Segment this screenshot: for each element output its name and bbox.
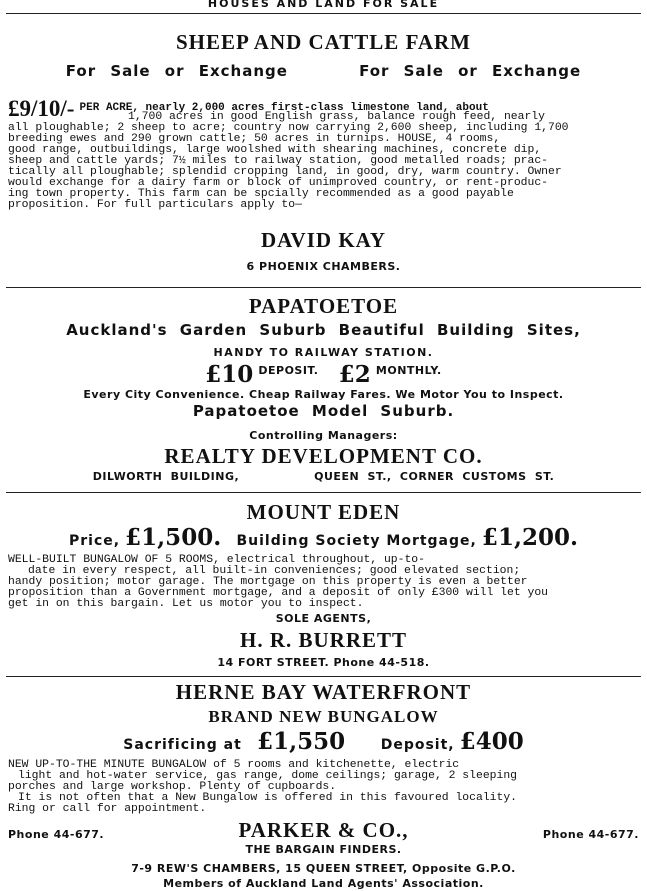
ad4-deposit: £400 bbox=[459, 728, 524, 755]
ad1-body-line: tically all ploughable; splendid cropping land, in good, dry, warm country. Owner bbox=[8, 166, 562, 178]
ad1-body-first: PER ACRE, nearly 2,000 acres first-class limestone land, about bbox=[79, 102, 489, 114]
ad2-managers-label: Controlling Managers: bbox=[249, 429, 398, 442]
ad1-body-line: proposition. For full particulars apply to— bbox=[8, 199, 302, 211]
ad4-price: £1,550 bbox=[257, 728, 346, 755]
ad4-agent: PARKER & CO., bbox=[238, 818, 409, 842]
ad1-banner-right: For Sale or Exchange bbox=[359, 62, 582, 80]
divider bbox=[6, 13, 641, 14]
ad3-sole-agents: SOLE AGENTS, bbox=[275, 612, 372, 625]
ad1-banner bbox=[0, 62, 647, 80]
ad4-phone-left: Phone 44-677. bbox=[8, 828, 105, 841]
ad1-agent: DAVID KAY bbox=[260, 228, 387, 252]
ad3-body-line: proposition than a Government mortgage, and a deposit of only £300 will let you bbox=[8, 587, 549, 599]
ad4-phone-right: Phone 44-677. bbox=[542, 828, 639, 841]
ad1-price: £9/10/- bbox=[8, 96, 75, 121]
ad2-monthly-label: MONTHLY. bbox=[375, 364, 442, 377]
ad1-body-line: ing town property. This farm can be spcially recommended as a good payable bbox=[8, 188, 514, 200]
ad4-subtitle: BRAND NEW BUNGALOW bbox=[208, 707, 439, 726]
ad2-subtitle: Auckland's Garden Suburb Beautiful Building Sites, bbox=[66, 321, 581, 339]
ad1-title: SHEEP AND CATTLE FARM bbox=[175, 30, 471, 54]
ad1-body-line: breeding ewes and 290 grown cattle; 50 acres in turnips. HOUSE, 4 rooms, bbox=[8, 133, 501, 145]
ad3-title: MOUNT EDEN bbox=[246, 500, 401, 524]
ad1-banner-left: For Sale or Exchange bbox=[65, 62, 288, 80]
ad1-body-line: 1,700 acres in good English grass, balance rough feed, nearly bbox=[128, 111, 545, 123]
ad4-body-line: Ring or call for appointment. bbox=[8, 803, 207, 815]
ad4-body bbox=[8, 760, 639, 815]
section-header: HOUSES AND LAND FOR SALE bbox=[207, 0, 440, 10]
ad4-body-line: NEW UP-TO-THE MINUTE BUNGALOW of 5 rooms and kitchenette, electric bbox=[8, 759, 460, 771]
divider bbox=[6, 287, 641, 288]
ad2-terms bbox=[0, 361, 647, 388]
divider bbox=[6, 676, 641, 677]
ad2-address-left: DILWORTH BUILDING, bbox=[92, 470, 240, 483]
ad2-deposit-price: £10 bbox=[205, 361, 254, 388]
ad4-body-line: porches and large workshop. Plenty of cupboards. bbox=[8, 781, 337, 793]
ad3-price-label: Price, bbox=[69, 533, 121, 549]
ad3-body-line: get in on this bargain. Let us motor you to inspect. bbox=[8, 598, 364, 610]
divider bbox=[6, 492, 641, 493]
ad3-body-line: WELL-BUILT BUNGALOW OF 5 ROOMS, electrical throughout, up-to- bbox=[8, 554, 425, 566]
ad2-agent: REALTY DEVELOPMENT CO. bbox=[164, 444, 483, 468]
ad4-address: 7-9 REW'S CHAMBERS, 15 QUEEN STREET, Opposite G.P.O. bbox=[131, 862, 516, 875]
ad4-body-line: light and hot-water service, gas range, dome ceilings; garage, 2 sleeping bbox=[18, 770, 517, 782]
ad4-deposit-label: Deposit, bbox=[380, 737, 455, 753]
ad2-handy: HANDY TO RAILWAY STATION. bbox=[213, 346, 434, 359]
ad4-body-line: It is not often that a New Bungalow is offered in this favoured locality. bbox=[18, 792, 517, 804]
ad2-title: PAPATOETOE bbox=[248, 294, 399, 318]
ad3-mortgage: £1,200. bbox=[481, 524, 578, 551]
ad2-address-right: QUEEN ST., CORNER CUSTOMS ST. bbox=[314, 470, 555, 483]
ad3-body-line: date in every respect, all built-in conveniences; good elevated section; bbox=[28, 565, 521, 577]
ad3-body bbox=[8, 555, 639, 610]
ad1-body-line: would exchange for a dairy farm or block of unimproved country, or rent-produc- bbox=[8, 177, 549, 189]
ad4-tagline: THE BARGAIN FINDERS. bbox=[245, 843, 402, 856]
ad4-membership: Members of Auckland Land Agents' Association. bbox=[163, 877, 484, 890]
ad2-conveniences: Every City Convenience. Cheap Railway Fares. We Motor You to Inspect. bbox=[83, 388, 564, 401]
ad2-model-suburb: Papatoetoe Model Suburb. bbox=[192, 402, 455, 420]
ad3-mortgage-label: Building Society Mortgage, bbox=[236, 533, 477, 549]
ad2-monthly-price: £2 bbox=[338, 361, 371, 388]
ad4-sacrificing: Sacrificing at bbox=[123, 737, 242, 753]
ad4-price-line bbox=[0, 728, 647, 755]
ad3-agent: H. R. BURRETT bbox=[239, 628, 408, 652]
ad1-body-line: good range, outbuildings, large woolshed with shearing machines, concrete dip, bbox=[8, 144, 542, 156]
ad1-body-line: sheep and cattle yards; 7½ miles to railway station, good metalled roads; prac- bbox=[8, 155, 549, 167]
ad3-price: £1,500. bbox=[125, 524, 222, 551]
ad2-address bbox=[0, 470, 647, 483]
ad4-title: HERNE BAY WATERFRONT bbox=[175, 680, 472, 704]
ad1-body bbox=[8, 112, 639, 211]
ad3-address: 14 FORT STREET. Phone 44-518. bbox=[217, 656, 430, 669]
ad1-address: 6 PHOENIX CHAMBERS. bbox=[246, 260, 401, 273]
ad1-body-line: all ploughable; 2 sheep to acre; country now carrying 2,600 sheep, including 1,700 bbox=[8, 122, 569, 134]
ad3-price-line bbox=[0, 524, 647, 551]
ad2-deposit-label: DEPOSIT. bbox=[258, 364, 319, 377]
ad3-body-line: handy position; motor garage. The mortgage on this property is even a better bbox=[8, 576, 528, 588]
